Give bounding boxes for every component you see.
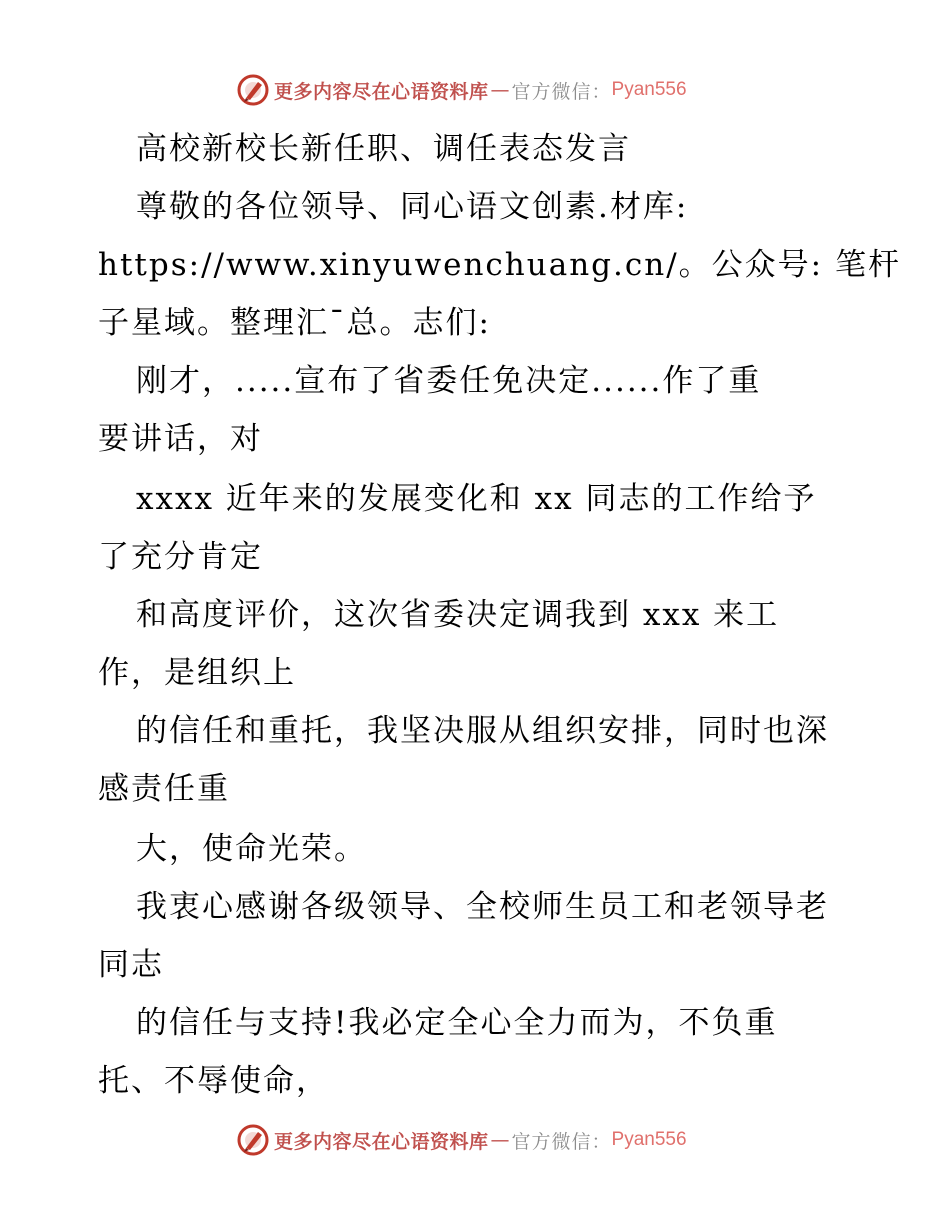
document-line: 和高度评价，这次省委决定调我到 xxx 来工 bbox=[136, 597, 780, 633]
document-line: 尊敬的各位领导、同心语文创素.材库: bbox=[136, 189, 689, 225]
document-line: https://www.xinyuwenchuang.cn/。公众号: 笔杆 bbox=[98, 247, 901, 283]
pen-logo-icon bbox=[236, 1123, 270, 1157]
watermark-wechat-id: Pyan556 bbox=[611, 1129, 687, 1150]
watermark-site-text: 更多内容尽在心语资料库 bbox=[274, 1130, 489, 1153]
watermark-wechat-id: Pyan556 bbox=[611, 79, 687, 100]
watermark-wechat-label: 官方微信： bbox=[511, 1130, 612, 1153]
watermark-wechat-label: 官方微信： bbox=[511, 80, 612, 103]
document-line: 刚才，.....宣布了省委任免决定......作了重 bbox=[136, 363, 762, 399]
document-line: 大，使命光荣。 bbox=[136, 831, 367, 867]
document-line: 了充分肯定 bbox=[98, 539, 263, 575]
document-line: 作，是组织上 bbox=[98, 655, 296, 691]
header-watermark bbox=[236, 72, 716, 108]
document-line: 子星域。整理汇¯总。志们: bbox=[98, 305, 491, 341]
watermark-site-text: 更多内容尽在心语资料库 bbox=[274, 80, 489, 103]
document-line: 托、不辱使命， bbox=[98, 1063, 329, 1099]
document-line: 的信任与支持!我必定全心全力而为，不负重 bbox=[136, 1005, 778, 1041]
footer-watermark bbox=[236, 1122, 716, 1158]
document-title: 高校新校长新任职、调任表态发言 bbox=[136, 131, 631, 167]
watermark-separator: — bbox=[490, 1129, 510, 1151]
document-line: 同志 bbox=[98, 947, 164, 983]
document-line: 感责任重 bbox=[98, 771, 230, 807]
document-line: xxxx 近年来的发展变化和 xx 同志的工作给予 bbox=[136, 481, 817, 517]
document-line: 的信任和重托，我坚决服从组织安排，同时也深 bbox=[136, 713, 829, 749]
pen-logo-icon bbox=[236, 73, 270, 107]
watermark-separator: — bbox=[490, 79, 510, 101]
document-line: 我衷心感谢各级领导、全校师生员工和老领导老 bbox=[136, 889, 829, 925]
document-line: 要讲话，对 bbox=[98, 421, 263, 457]
